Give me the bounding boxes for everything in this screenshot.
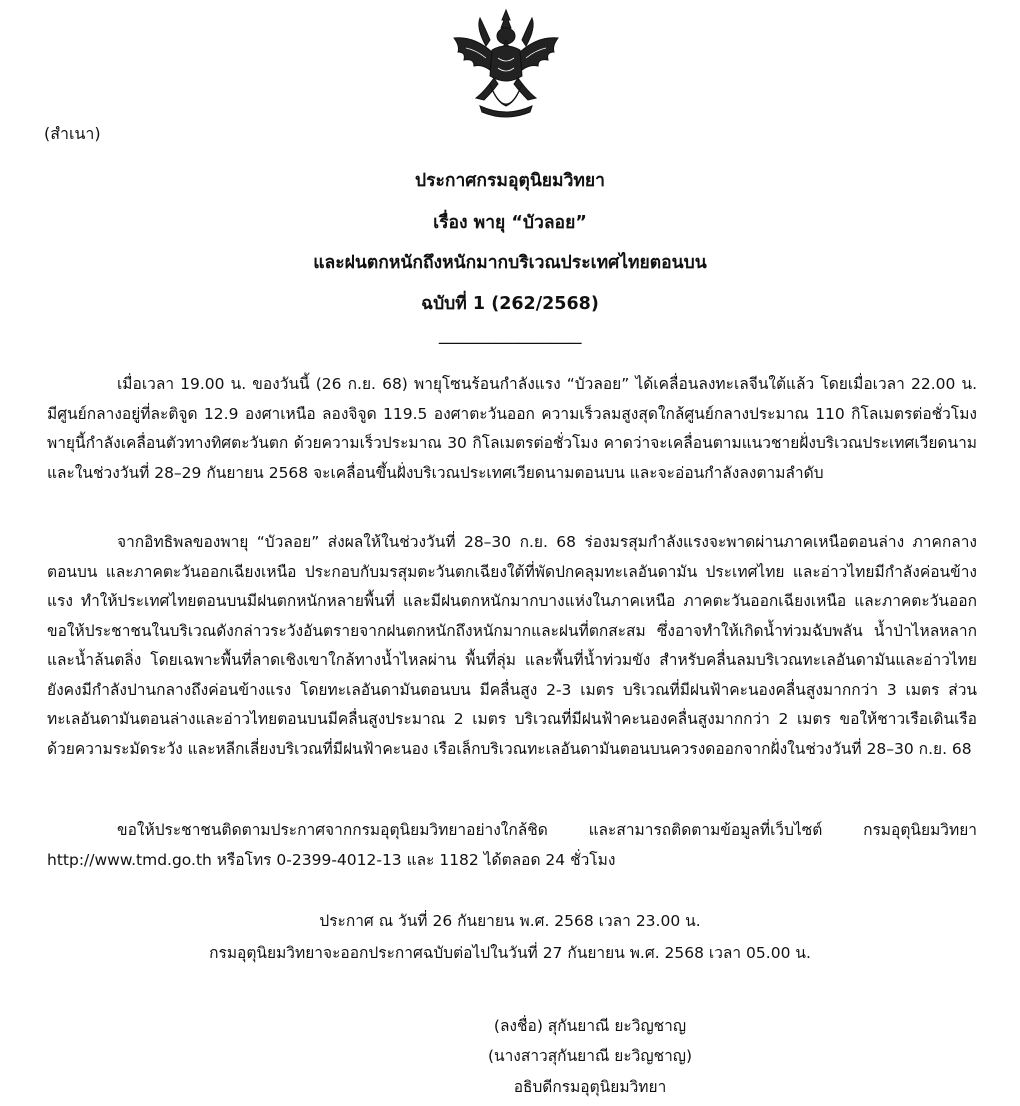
garuda-emblem-icon bbox=[446, 6, 566, 124]
issued-datetime: ประกาศ ณ วันที่ 26 กันยายน พ.ศ. 2568 เวลา 23.00 น. bbox=[319, 912, 701, 930]
paragraph-storm-impact: จากอิทธิพลของพายุ “บัวลอย” ส่งผลให้ในช่วงวันที่ 28–30 ก.ย. 68 ร่องมรสุมกำลังแรงจะพาดผ่านภาคเหนือตอนล่าง ภาคกลางตอนบน และภาคตะวันออกเฉียงเหนือ ประกอบกับมรสุมตะวันตกเฉียงใต้ที่พัดปกคลุมทะเลอันดามัน ประเทศไทย และอ่าวไทยมีกำลังค่อนข้างแรง ทำให้ประเทศไทยตอนบนมีฝนตกหนักหลายพื้นที่ และมีฝนตกหนักมากบางแห่งในภาคเหนือ ภาคตะวันออกเฉียงเหนือ และภาคตะวันออก ขอให้ประชาชนในบริเวณดังกล่าวระวังอันตรายจากฝนตกหนักถึงหนักมากและฝนที่ตกสะสม ซึ่งอาจทำให้เกิดน้ำท่วมฉับพลัน น้ำป่าไหลหลาก และน้ำล้นตลิ่ง โดยเฉพาะพื้นที่ลาดเชิงเขาใกล้ทางน้ำไหลผ่าน พื้นที่ลุ่ม และพื้นที่น้ำท่วมขัง สำหรับคลื่นลมบริเวณทะเลอันดามันและอ่าวไทยยังคงมีกำลังปานกลางถึงค่อนข้างแรง โดยทะเลอันดามันตอนบน มีคลื่นสูง 2-3 เมตร บริเวณที่มีฝนฟ้าคะนองคลื่นสูงมากกว่า 3 เมตร ส่วนทะเลอันดามันตอนล่างและอ่าวไทยตอนบนมีคลื่นสูงประมาณ 2 เมตร บริเวณที่มีฝนฟ้าคะนองคลื่นสูงมากกว่า 2 เมตร ขอให้ชาวเรือเดินเรือด้วยความระมัดระวัง และหลีกเลี่ยงบริเวณที่มีฝนฟ้าคะนอง เรือเล็กบริเวณทะเลอันดามันตอนบนควรงดออกจากฝั่งในช่วงวันที่ 28–30 ก.ย. 68 bbox=[47, 533, 977, 758]
signature-line: (ลงชื่อ) สุกันยาณี ยะวิญชาญ bbox=[493, 1017, 687, 1035]
agency-heading: ประกาศกรมอุตุนิยมวิทยา bbox=[414, 171, 606, 191]
copy-label: (สำเนา) bbox=[44, 124, 101, 143]
issue-number-heading: ฉบับที่ 1 (262/2568) bbox=[421, 294, 599, 314]
paragraph-contact-info: ขอให้ประชาชนติดตามประกาศจากกรมอุตุนิยมวิทยาอย่างใกล้ชิด และสามารถติดตามข้อมูลที่เว็บไซต์ กรมอุตุนิยมวิทยา http://www.tmd.go.th หรือโทร 0-2399-4012-13 และ 1182 ได้ตลอด 24 ชั่วโมง bbox=[47, 821, 977, 869]
signatory-name: (นางสาวสุกันยาณี ยะวิญชาญ) bbox=[487, 1047, 693, 1065]
signatory-title: อธิบดีกรมอุตุนิยมวิทยา bbox=[513, 1078, 667, 1096]
next-issue-notice: กรมอุตุนิยมวิทยาจะออกประกาศฉบับต่อไปในวันที่ 27 กันยายน พ.ศ. 2568 เวลา 05.00 น. bbox=[209, 944, 811, 962]
subject-heading: เรื่อง พายุ “บัวลอย” bbox=[433, 213, 587, 233]
paragraph-storm-position: เมื่อเวลา 19.00 น. ของวันนี้ (26 ก.ย. 68) พายุโซนร้อนกำลังแรง “บัวลอย” ได้เคลื่อนลงทะเลจีนใต้แล้ว โดยเมื่อเวลา 22.00 น. มีศูนย์กลางอยู่ที่ละติจูด 12.9 องศาเหนือ ลองจิจูด 119.5 องศาตะวันออก ความเร็วลมสูงสุดใกล้ศูนย์กลางประมาณ 110 กิโลเมตรต่อชั่วโมง พายุนี้กำลังเคลื่อนตัวทางทิศตะวันตก ด้วยความเร็วประมาณ 30 กิโลเมตรต่อชั่วโมง คาดว่าจะเคลื่อนตามแนวชายฝั่งบริเวณประเทศเวียดนาม และในช่วงวันที่ 28–29 กันยายน 2568 จะเคลื่อนขึ้นฝั่งบริเวณประเทศเวียดนามตอนบน และจะอ่อนกำลังลงตามลำดับ bbox=[47, 375, 977, 482]
heading-divider: _______________________ bbox=[438, 330, 582, 345]
subject-detail-heading: และฝนตกหนักถึงหนักมากบริเวณประเทศไทยตอนบน bbox=[313, 253, 707, 273]
